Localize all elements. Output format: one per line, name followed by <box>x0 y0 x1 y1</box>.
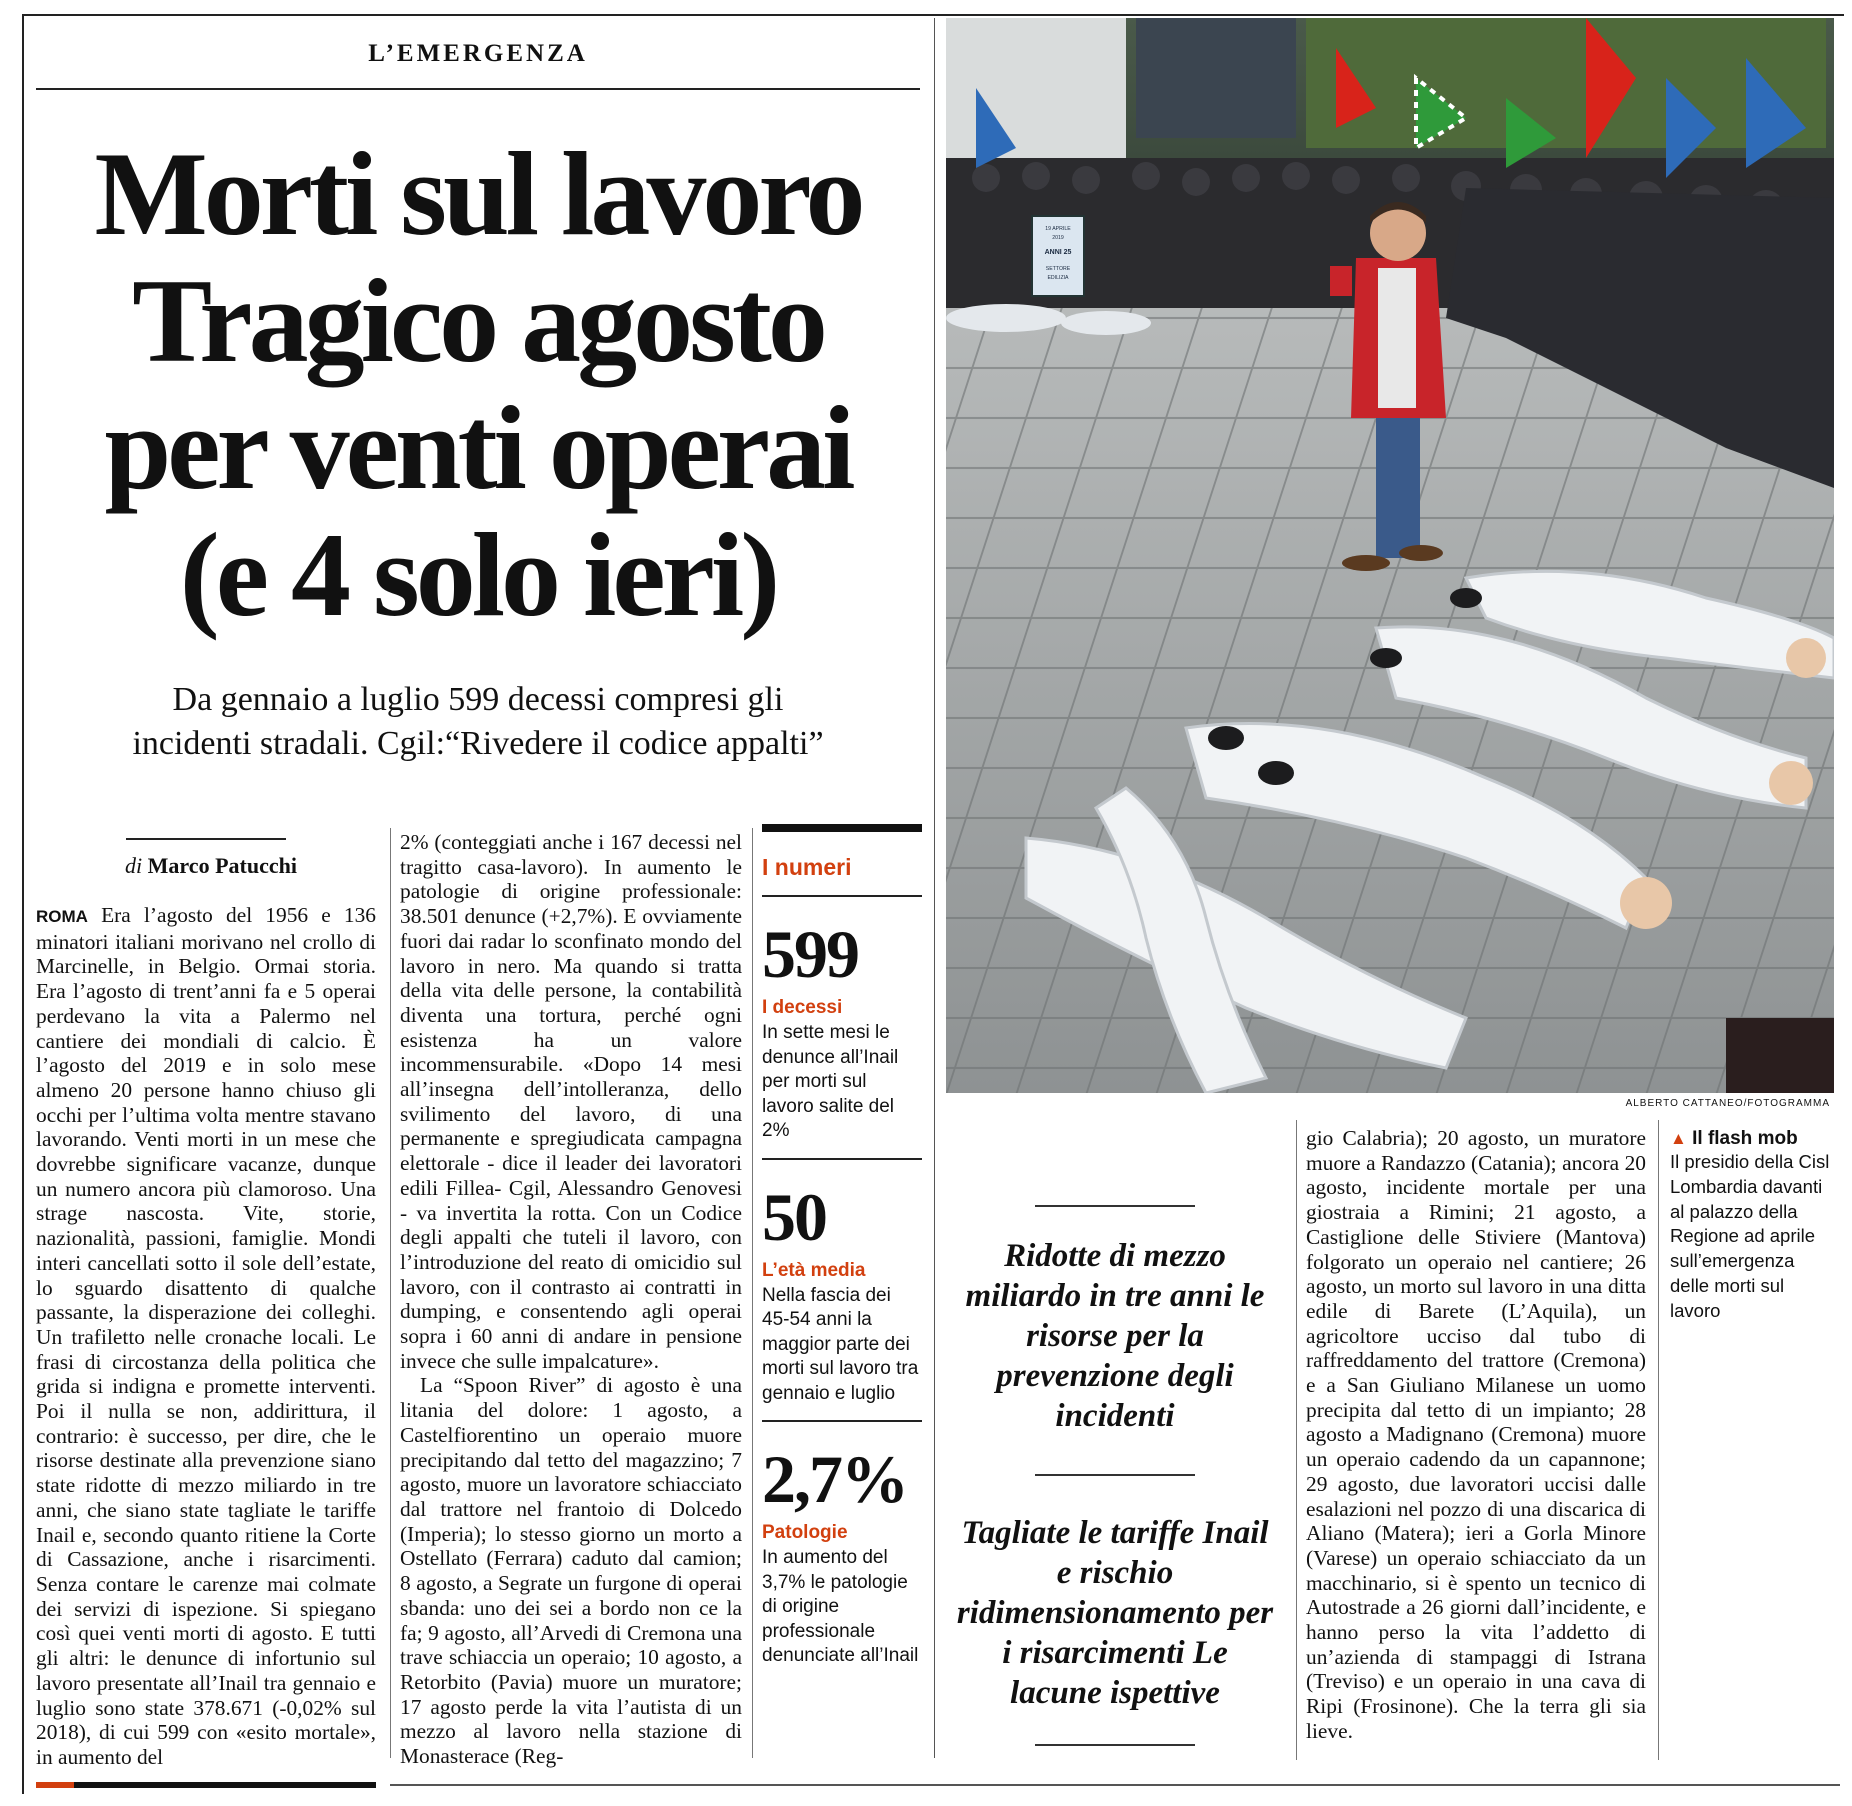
byline <box>36 853 386 879</box>
triangle-up-icon: ▲ <box>1670 1129 1687 1148</box>
pull-quote-rule <box>1035 1744 1195 1746</box>
number-desc-1: In sette mesi le denunce all’Inail per morti sul lavoro salite del 2% <box>762 1022 899 1141</box>
number-value-2: 50 <box>762 1178 826 1255</box>
number-value-3: 2,7% <box>762 1441 907 1517</box>
caption-title: Il flash mob <box>1692 1128 1798 1149</box>
numbers-rule <box>762 1158 922 1160</box>
headline-line-2: Tragico agosto <box>132 254 824 387</box>
article-column-1 <box>36 903 376 1770</box>
sign-line-1: 19 APRILE <box>1045 226 1071 232</box>
photo-credit: ALBERTO CATTANEO/FOTOGRAMMA <box>1625 1098 1830 1109</box>
number-value-1: 599 <box>762 916 858 992</box>
dateline: ROMA <box>36 907 88 926</box>
numbers-rule <box>762 895 922 897</box>
section-rule <box>36 88 920 90</box>
numbers-top-bar <box>762 824 922 832</box>
article-column-2 <box>400 830 742 1769</box>
numbers-box <box>762 824 922 1669</box>
photo-illustration <box>946 18 1834 1093</box>
article-column-3 <box>1306 1126 1646 1744</box>
subtitle <box>36 678 920 766</box>
caption-text: Il presidio della Cisl Lombardia davanti al palazzo della Regione ad aprile sull’emergenza delle morti sul lavoro <box>1670 1151 1830 1321</box>
photo-caption <box>1670 1128 1838 1324</box>
pull-quote-rule <box>1035 1205 1195 1207</box>
column-separator <box>1296 1120 1297 1760</box>
column-separator <box>390 828 391 1758</box>
sign-line-5: EDILIZIA <box>1047 275 1069 281</box>
sign-line-3: ANNI 25 <box>1044 249 1072 256</box>
bottom-accent <box>36 1782 74 1788</box>
page-divider <box>934 18 935 1758</box>
headline-line-4: (e 4 solo ieri) <box>179 508 777 641</box>
sign-line-4: SETTORE <box>1045 266 1071 272</box>
numbers-rule <box>762 1420 922 1422</box>
number-label-1: I decessi <box>762 997 843 1018</box>
article-text-2a: 2% (conteggiati anche i 167 decessi nel tragitto casa-lavoro). In aumento le patologie di origine professionale: 38.501 denunce (+2,7%). E ovviamente fuori dai radar lo sconfinato mondo del lavoro in nero. Ma quando si tratta della vita delle persone, la contabilità diventa una tortura, perché ogni esistenza ha un valore incommensurabile. «Dopo 14 mesi all’insegna dell’intolleranza, dello svilimento del lavoro, di una permanente e spregiudicata campagna elettorale - dice il leader dei lavoratori edili Fillea- Cgil, Alessandro Genovesi - va invertita la rotta. Con un Codice degli appalti che tuteli il lavoro, con l’introduzione del reato di omicidio sul lavoro, con il contrasto ai contratti in dumping, e consentendo agli operai sopra i 60 anni di andare in pensione invece che sulle impalcature». <box>400 830 742 1373</box>
bottom-rule <box>390 1784 1840 1786</box>
pull-quote-1: Ridotte di mezzo miliardo in tre anni le risorse per la prevenzione degli incidenti <box>965 1238 1265 1434</box>
number-desc-2: Nella fascia dei 45-54 anni la maggior parte dei morti sul lavoro tra gennaio e luglio <box>762 1284 919 1404</box>
number-label-3: Patologie <box>762 1522 848 1543</box>
number-desc-3: In aumento del 3,7% le patologie di origine professionale denunciate all’Inail <box>762 1547 919 1666</box>
byline-rule <box>126 838 286 840</box>
subtitle-line-2: incidenti stradali. Cgil:“Rivedere il codice appalti” <box>132 725 824 762</box>
section-label: L’EMERGENZA <box>368 40 588 67</box>
pull-quote-2: Tagliate le tariffe Inail e rischio ridimensionamento per i risarcimenti Le lacune ispettive <box>956 1515 1274 1711</box>
article-text-3: gio Calabria); 20 agosto, un muratore muore a Randazzo (Catania); ancora 20 agosto, incidente mortale per una giostraia a Rimini; 21 agosto, a Castiglione delle Stiviere (Mantova) folgorato un operaio nel cantiere; 26 agosto, un morto sul lavoro in una ditta edile di Barete (L’Aquila), un agricoltore ucciso dal tubo di raffreddamento del trattore (Cremona) e a San Giuliano Milanese un uomo precipita dal tetto di un impianto; 28 agosto a Madignano (Cremona) muore un operaio cadendo da un capannone; 29 agosto, due lavoratori uccisi dalle esalazioni nel pozzo di una discarica di Aliano (Matera); ieri a Gorla Minore (Varese) un operaio schiacciato da un macchinario, si è spento un tecnico di Autostrade a 26 giorni dall’incidente, e hanno perso la vita l’addetto di un’azienda di stampaggi di Istrana (Treviso) e un operaio in una cava di Ripi (Frosinone). Che la terra gli sia lieve. <box>1306 1126 1646 1743</box>
column-separator <box>1658 1120 1659 1760</box>
headline <box>36 127 920 641</box>
article-text-2b: La “Spoon River” di agosto è una litania del dolore: 1 agosto, a Castelfiorentino un operaio muore precipitando dal tetto del magazzino; 7 agosto, muore un lavoratore schiacciato dal trattore nel frantoio di Dolcedo (Imperia); lo stesso giorno un morto a Ostellato (Ferrara) caduto dal camion; 8 agosto, a Segrate un furgone di operai sbanda: uno dei sei a bordo non ce la fa; 9 agosto, all’Arvedi di Cremona una trave schiaccia un operaio; 10 agosto, a Retorbito (Pavia) muore un muratore; 17 agosto perde la vita l’autista di un mezzo al lavoro nella stazione di Monasterace (Reg- <box>400 1373 742 1769</box>
subtitle-line-1: Da gennaio a luglio 599 decessi compresi gli <box>172 681 784 718</box>
column-separator <box>752 828 753 1758</box>
article-text-1: Era l’agosto del 1956 e 136 minatori italiani morivano nel crollo di Marcinelle, in Belgio. Ormai storia. Era l’agosto di trent’anni fa e 5 operai perdevano la vita a Palermo nel cantiere dei mondiali di calcio. È l’agosto del 2019 e in solo mese almeno 20 persone hanno chiuso gli occhi per l’ultima volta mentre stavano lavorando. Venti morti in un mese che dovrebbe significare vacanze, dunque un numero ancora più clamoroso. Una strage nascosta. Vite, storie, nazionalità, passioni, famiglie. Mondi interi cancellati sotto il sole dell’estate, lo sguardo disattento di qualche passante, la disperazione dei colleghi. Un trafiletto nelle cronache locali. Le frasi di circostanza della politica che grida si indigna e promette interventi. Poi il nulla se non, addirittura, il contrario: è successo, per dire, che le risorse destinate alla prevenzione siano state ridotte di mezzo miliardo in tre anni, che siano state tagliate le tariffe Inail e, secondo quanto ritiene la Corte di Cassazione, anche i risarcimenti. Senza contare le carenze mai colmate dei servizi di ispezione. Si spiegano così quei venti morti di agosto. E tutti gli altri: le denunce di infortunio sul lavoro presentate all’Inail tra gennaio e luglio sono state 378.671 (-0,02% sul 2018), di cui 599 con «esito mortale», in aumento del <box>36 903 376 1769</box>
pull-quote-rule <box>1035 1474 1195 1476</box>
headline-line-1: Morti sul lavoro <box>94 127 862 260</box>
bottom-rule <box>36 1782 376 1788</box>
headline-line-3: per venti operai <box>104 381 852 514</box>
byline-author: Marco Patucchi <box>147 853 297 878</box>
number-label-2: L’età media <box>762 1259 866 1281</box>
sign-line-2: 2019 <box>1052 235 1064 241</box>
byline-prefix: di <box>125 853 143 878</box>
photo-flash-mob <box>946 18 1834 1093</box>
numbers-title: I numeri <box>762 854 852 880</box>
